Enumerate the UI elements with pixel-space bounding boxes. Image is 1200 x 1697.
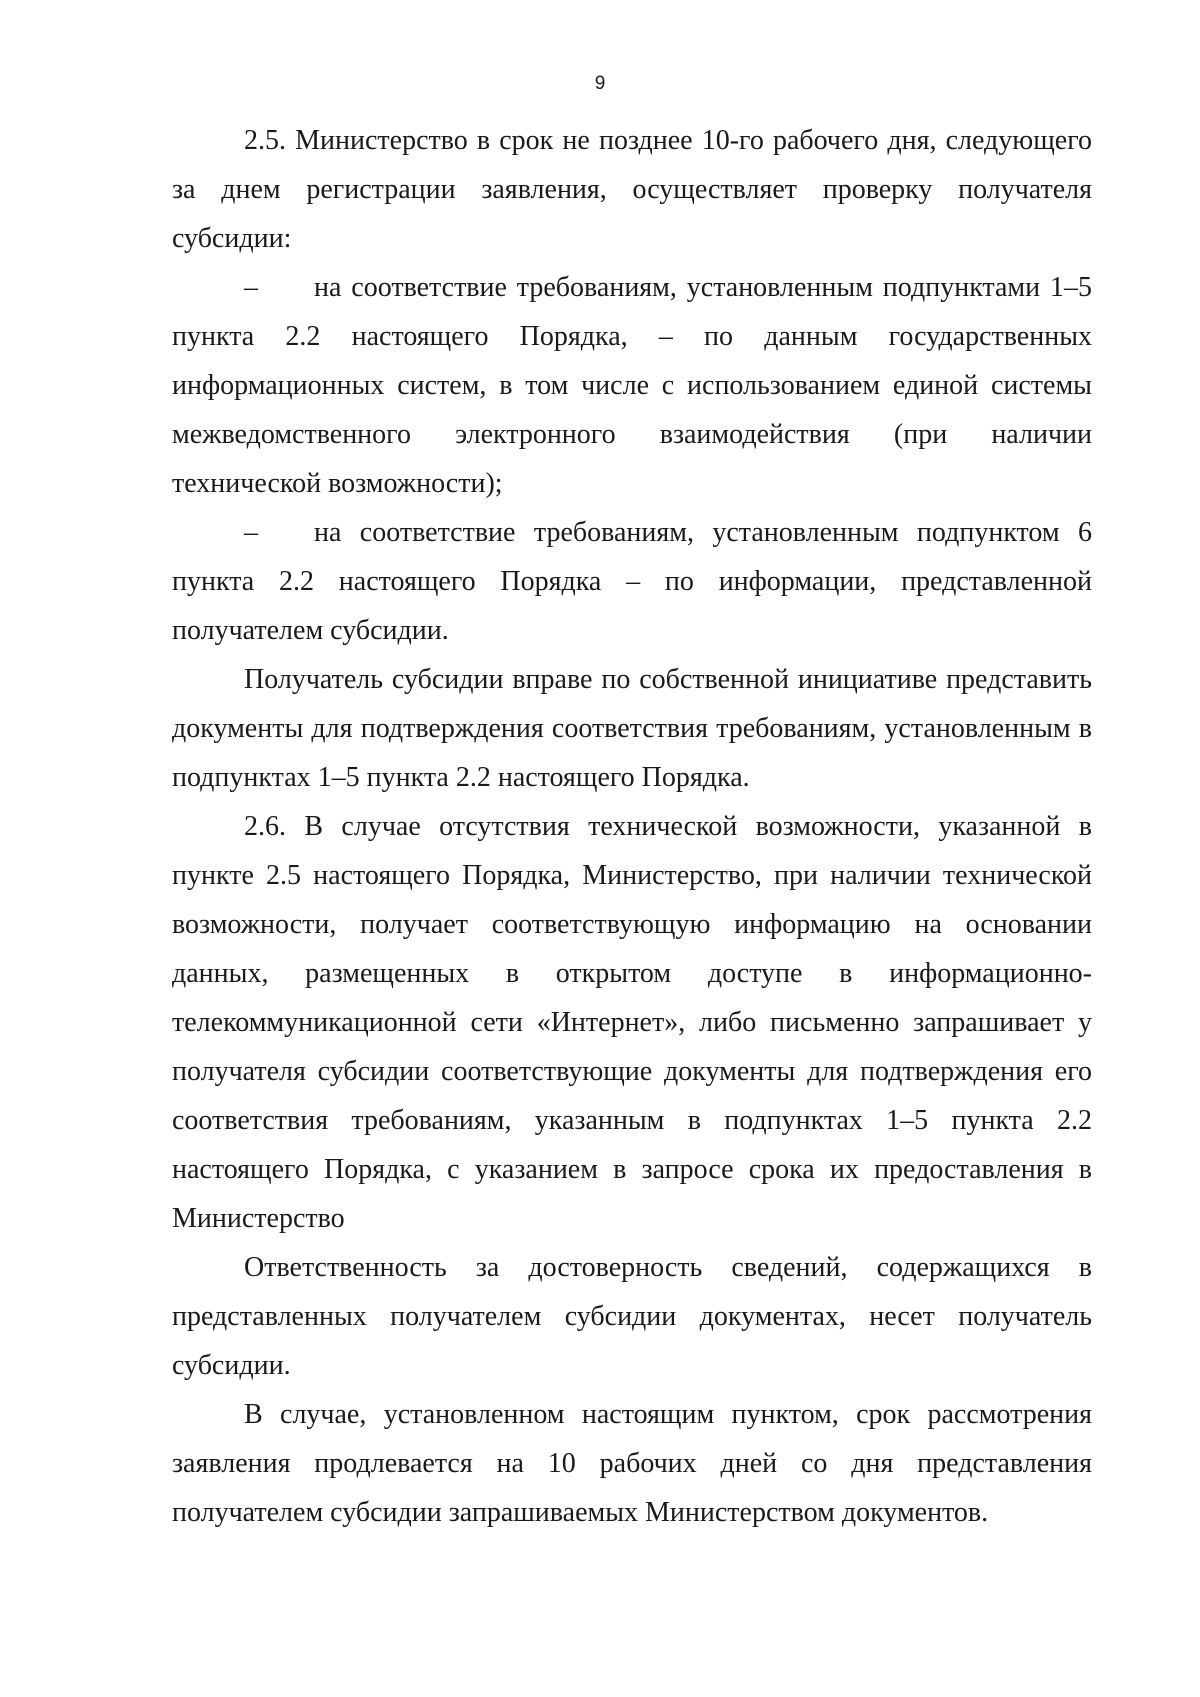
paragraph-text: на соответствие требованиям, установленным подпунктами 1–5 пункта 2.2 настоящего Порядка, – по данным государственных информационных систем, в том числе с использованием единой системы межведомственного электронного взаимодействия (при наличии технической возможности); (172, 272, 1092, 499)
paragraph-2-5 (172, 116, 1092, 263)
paragraph-responsibility (172, 1243, 1092, 1390)
paragraph-text: 2.5. Министерство в срок не позднее 10-го рабочего дня, следующего за днем регистрации заявления, осуществляет проверку получателя субсидии: (172, 125, 1092, 254)
dash-marker: – (244, 272, 258, 303)
document-body (172, 116, 1092, 1537)
paragraph-term-extension (172, 1390, 1092, 1537)
paragraph-text: Получатель субсидии вправе по собственной инициативе представить документы для подтверждения соответствия требованиям, установленным в подпунктах 1–5 пункта 2.2 настоящего Порядка. (172, 664, 1092, 793)
paragraph-text: В случае, установленном настоящим пунктом, срок рассмотрения заявления продлевается на 10 рабочих дней со дня представления получателем субсидии запрашиваемых Министерством документов. (172, 1399, 1092, 1528)
dash-marker: – (244, 517, 258, 548)
paragraph-recipient-initiative (172, 655, 1092, 802)
paragraph-text: на соответствие требованиям, установленным подпунктом 6 пункта 2.2 настоящего Порядка – по информации, представленной получателем субсидии. (172, 517, 1092, 646)
paragraph-text: 2.6. В случае отсутствия технической возможности, указанной в пункте 2.5 настоящего Порядка, Министерство, при наличии технической возможности, получает соответствующую информацию на основании данных, размещенных в открытом доступе в информационно-телекоммуникационной сети «Интернет», либо письменно запрашивает у получателя субсидии соответствующие документы для подтверждения его соответствия требованиям, указанным в подпунктах 1–5 пункта 2.2 настоящего Порядка, с указанием в запросе срока их предоставления в Министерство (172, 811, 1092, 1234)
paragraph-text: Ответственность за достоверность сведений, содержащихся в представленных получателем субсидии документах, несет получатель субсидии. (172, 1252, 1092, 1381)
list-item-requirements-6 (172, 508, 1092, 655)
paragraph-2-6 (172, 802, 1092, 1243)
list-item-requirements-1-5 (172, 263, 1092, 508)
page-number: 9 (594, 73, 606, 94)
